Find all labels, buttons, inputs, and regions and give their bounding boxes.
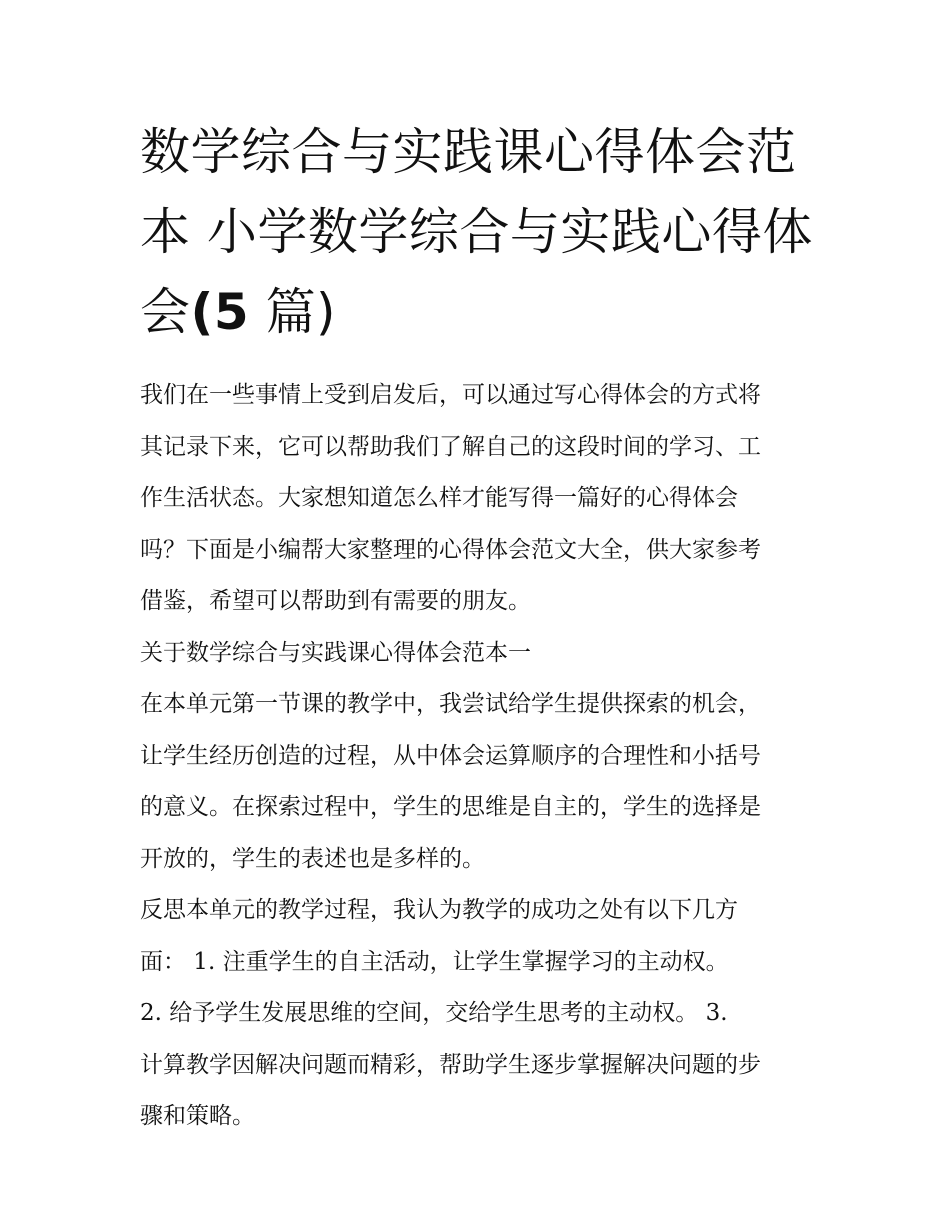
paragraph-line: 骤和策略。 bbox=[140, 1103, 255, 1129]
title-count-unit: 篇) bbox=[265, 283, 337, 341]
paragraph-line: 反思本单元的教学过程，我认为教学的成功之处有以下几方 bbox=[140, 897, 738, 923]
intro-line: 其记录下来，它可以帮助我们了解自己的这段时间的学习、工 bbox=[140, 433, 761, 460]
paragraph-line: 开放的，学生的表述也是多样的。 bbox=[140, 845, 485, 872]
document-body bbox=[140, 370, 812, 1143]
document-page bbox=[140, 112, 812, 1143]
title-line bbox=[140, 272, 812, 352]
paragraph-line: 的意义。在探索过程中，学生的思维是自主的，学生的选择是 bbox=[140, 794, 761, 820]
title-count: (5 bbox=[190, 283, 250, 341]
title-line-text: 会 bbox=[140, 283, 191, 341]
paragraph-line: 面： 1. 注重学生的自主活动，让学生掌握学习的主动权。 bbox=[140, 948, 729, 975]
intro-line: 吗？下面是小编帮大家整理的心得体会范文大全，供大家参考 bbox=[140, 536, 761, 563]
title-line: 数学综合与实践课心得体会范 bbox=[140, 123, 797, 181]
intro-line: 借鉴，希望可以帮助到有需要的朋友。 bbox=[140, 588, 531, 614]
intro-line: 我们在一些事情上受到启发后，可以通过写心得体会的方式将 bbox=[140, 382, 761, 408]
title-line: 本 小学数学综合与实践心得体 bbox=[140, 203, 813, 261]
document-title bbox=[140, 112, 812, 352]
section-heading: 关于数学综合与实践课心得体会范本一 bbox=[140, 639, 531, 666]
intro-line: 作生活状态。大家想知道怎么样才能写得一篇好的心得体会 bbox=[140, 485, 738, 511]
paragraph-line: 在本单元第一节课的教学中，我尝试给学生提供探索的机会， bbox=[140, 691, 761, 717]
paragraph-line: 2. 给予学生发展思维的空间，交给学生思考的主动权。 3. bbox=[140, 1000, 728, 1026]
paragraph-line: 让学生经历创造的过程，从中体会运算顺序的合理性和小括号 bbox=[140, 742, 761, 769]
paragraph-line: 计算教学因解决问题而精彩，帮助学生逐步掌握解决问题的步 bbox=[140, 1051, 761, 1078]
